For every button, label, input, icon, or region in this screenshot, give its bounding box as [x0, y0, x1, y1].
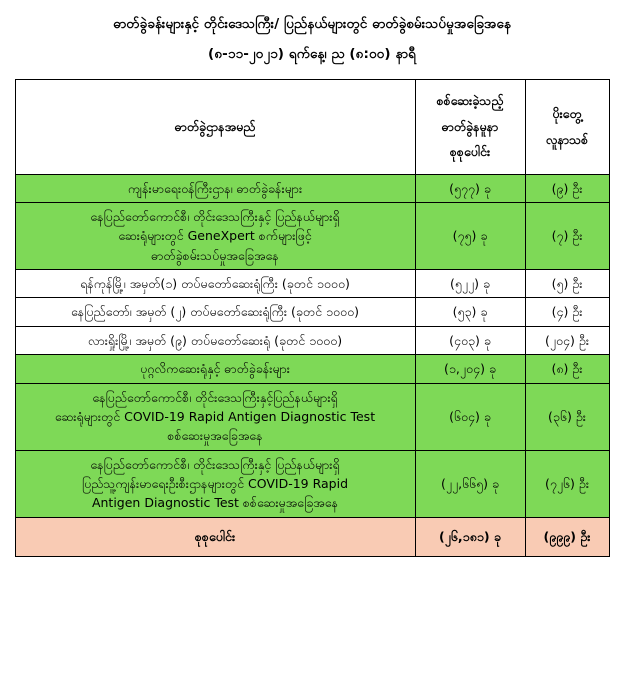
row-lab-name-line: ဆေးရုံများတွင် GeneXpert စက်များဖြင့်	[118, 228, 312, 244]
column-header-new-cases-line1: ပိုးတွေ့	[552, 106, 582, 122]
row-tested-total: (၁,၂၀၄) ခု	[415, 355, 525, 383]
row-lab-name-line: နေပြည်တော်ကောင်စီ၊ တိုင်းဒေသကြီးနှင့် ပြည်နယ်များရှိ	[90, 456, 340, 472]
table-row	[15, 383, 609, 450]
row-new-cases: (၂၀၄) ဦး	[525, 326, 609, 354]
column-header-tested-line2: ဓာတ်ခွဲနမူနာ	[441, 118, 499, 134]
row-lab-name	[15, 298, 415, 326]
table-row	[15, 326, 609, 354]
report-title-block	[0, 0, 624, 65]
row-lab-name	[15, 355, 415, 383]
row-lab-name-line: နေပြည်တော်ကောင်စီ၊ တိုင်းဒေသကြီးနှင့် ပြည်နယ်များရှိ	[90, 208, 340, 224]
page-subtitle: (၈-၁၁-၂၀၂၁) ရက်နေ့၊ ည (၈:၀၀) နာရီ	[208, 46, 416, 63]
table-row	[15, 270, 609, 298]
total-label: စုစုပေါင်း	[15, 517, 415, 556]
row-tested-total: (၄၀၃) ခု	[415, 326, 525, 354]
row-tested-total: (၇၅) ခု	[415, 202, 525, 269]
lab-testing-table	[15, 79, 610, 557]
column-header-new-cases-line2: လူနာသစ်	[545, 131, 589, 147]
table-total-row	[15, 517, 609, 556]
row-lab-name-line: Antigen Diagnostic Test စစ်ဆေးမှုအခြေအနေ	[91, 495, 339, 511]
table-row	[15, 298, 609, 326]
row-tested-total: (၅၃) ခု	[415, 298, 525, 326]
row-new-cases: (၇၂၆) ဦး	[525, 450, 609, 517]
row-tested-total: (၆၀၄) ခု	[415, 383, 525, 450]
row-lab-name	[15, 174, 415, 202]
row-lab-name-line: ကျန်းမာရေးဝန်ကြီးဌာန၊ ဓာတ်ခွဲခန်းများ	[127, 180, 303, 196]
row-new-cases: (၈) ဦး	[525, 355, 609, 383]
table-row	[15, 174, 609, 202]
table-row	[15, 202, 609, 269]
row-lab-name	[15, 270, 415, 298]
table-header-row	[15, 79, 609, 174]
row-lab-name-line: ဆေးရုံများတွင် COVID-19 Rapid Antigen Diagnostic Test	[54, 408, 376, 424]
row-new-cases: (၃၆) ဦး	[525, 383, 609, 450]
row-lab-name	[15, 383, 415, 450]
column-header-tested-total	[415, 79, 525, 174]
total-tested: (၂၆,၁၈၁) ခု	[415, 517, 525, 556]
column-header-lab-name: ဓာတ်ခွဲဌာနအမည်	[15, 79, 415, 174]
row-lab-name-line: စစ်ဆေးမှုအခြေအနေ	[167, 428, 263, 444]
row-tested-total: (၂၂,၆၆၅) ခု	[415, 450, 525, 517]
row-lab-name-line: နေပြည်တော်ကောင်စီ၊ တိုင်းဒေသကြီးနှင့်ပြည်နယ်များရှိ	[92, 389, 338, 405]
row-lab-name-line: နေပြည်တော်၊ အမှတ် (၂) တပ်မတော်ဆေးရုံကြီး (ခုတင် ၁၀၀၀)	[71, 304, 359, 320]
row-lab-name	[15, 326, 415, 354]
row-lab-name	[15, 450, 415, 517]
table-row	[15, 355, 609, 383]
row-lab-name-line: ပြည်သူ့ကျန်းမာရေးဦးစီးဌာနများတွင် COVID-19 Rapid	[81, 476, 349, 491]
row-new-cases: (၅) ဦး	[525, 270, 609, 298]
row-tested-total: (၅၂၂) ခု	[415, 270, 525, 298]
row-new-cases: (၇) ဦး	[525, 202, 609, 269]
column-header-tested-line1: စစ်ဆေးခဲ့သည့်	[436, 93, 504, 109]
page-title: ဓာတ်ခွဲခန်းများနှင့် တိုင်းဒေသကြီး/ ပြည်နယ်များတွင် ဓာတ်ခွဲစမ်းသပ်မှုအခြေအနေ	[113, 16, 511, 32]
table-row	[15, 450, 609, 517]
row-lab-name	[15, 202, 415, 269]
row-lab-name-line: ပုဂ္ဂလိကဆေးရုံနှင့် ဓာတ်ခွဲခန်းများ	[140, 361, 290, 377]
row-lab-name-line: ရန်ကုန်မြို့၊ အမှတ်(၁) တပ်မတော်ဆေးရုံကြီး (ခုတင် ၁၀၀၀)	[80, 276, 350, 291]
row-tested-total: (၅၇၇) ခု	[415, 174, 525, 202]
row-lab-name-line: ဓာတ်ခွဲစမ်းသပ်မှုအခြေအနေ	[151, 247, 279, 263]
total-new-cases: (၉၉၉) ဦး	[525, 517, 609, 556]
row-new-cases: (၉) ဦး	[525, 174, 609, 202]
row-lab-name-line: လားရှိုးမြို့၊ အမှတ် (၉) တပ်မတော်ဆေးရုံ (ခုတင် ၁၀၀၀)	[87, 332, 343, 348]
column-header-tested-line3: စုစုပေါင်း	[449, 144, 491, 160]
column-header-new-cases	[525, 79, 609, 174]
row-new-cases: (၄) ဦး	[525, 298, 609, 326]
